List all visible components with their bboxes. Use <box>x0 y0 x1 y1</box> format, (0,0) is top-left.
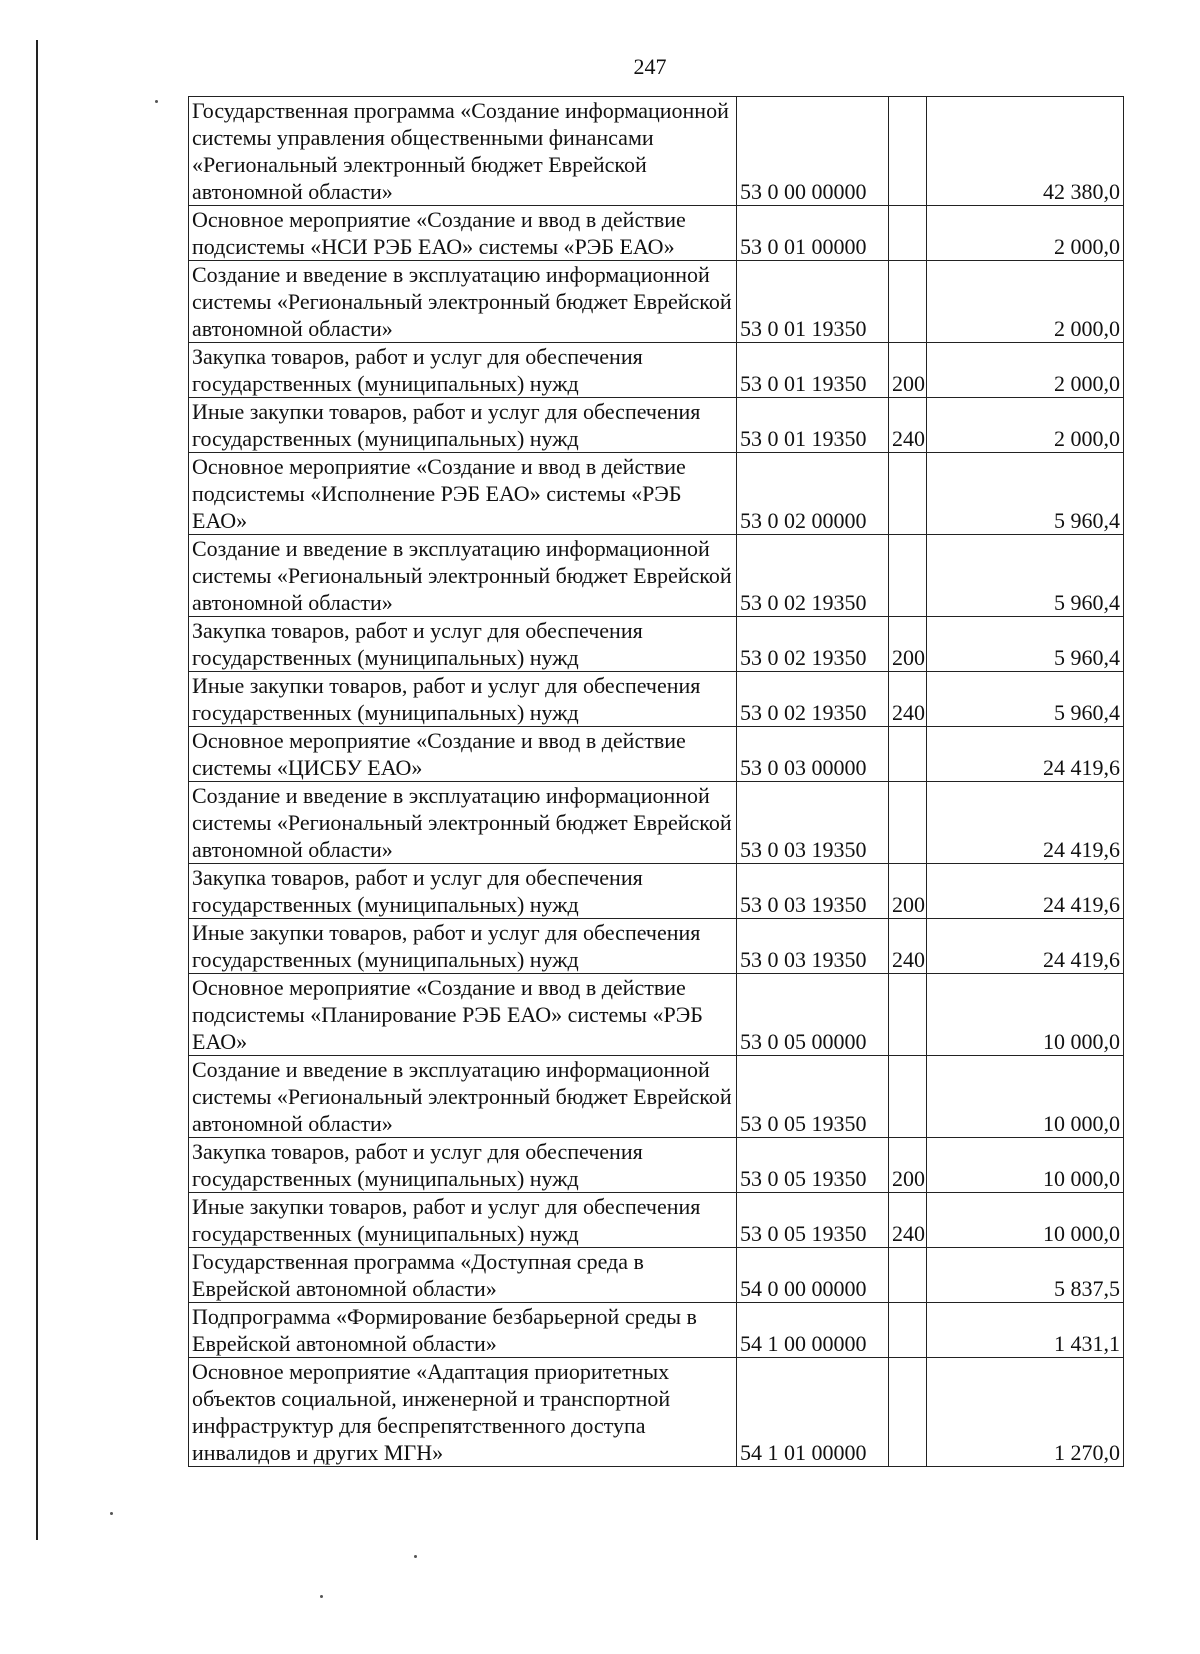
row-amount-cell: 10 000,0 <box>927 1193 1124 1248</box>
row-amount-cell: 2 000,0 <box>927 343 1124 398</box>
row-amount-cell: 24 419,6 <box>927 727 1124 782</box>
row-expense-type-cell: 240 <box>889 672 927 727</box>
row-expense-type-cell <box>889 1358 927 1467</box>
row-name-cell: Иные закупки товаров, работ и услуг для обеспечения государственных (муниципальных) нужд <box>189 398 737 453</box>
row-expense-type-cell <box>889 1303 927 1358</box>
table-row <box>189 919 1124 974</box>
row-amount-cell: 5 960,4 <box>927 672 1124 727</box>
row-code-cell: 53 0 05 19350 <box>737 1056 889 1138</box>
scan-speck <box>155 100 158 103</box>
table-row <box>189 261 1124 343</box>
row-amount-cell: 2 000,0 <box>927 206 1124 261</box>
row-name-cell: Основное мероприятие «Создание и ввод в действие подсистемы «Планирование РЭБ ЕАО» системы «РЭБ ЕАО» <box>189 974 737 1056</box>
row-code-cell: 53 0 05 00000 <box>737 974 889 1056</box>
row-name-cell: Основное мероприятие «Создание и ввод в действие подсистемы «НСИ РЭБ ЕАО» системы «РЭБ ЕАО» <box>189 206 737 261</box>
row-name-cell: Основное мероприятие «Адаптация приоритетных объектов социальной, инженерной и транспортной инфраструктур для беспрепятственного доступа инвалидов и других МГН» <box>189 1358 737 1467</box>
row-expense-type-cell <box>889 535 927 617</box>
row-amount-cell: 1 270,0 <box>927 1358 1124 1467</box>
row-name-cell: Иные закупки товаров, работ и услуг для обеспечения государственных (муниципальных) нужд <box>189 1193 737 1248</box>
row-expense-type-cell <box>889 261 927 343</box>
table-row <box>189 617 1124 672</box>
row-expense-type-cell <box>889 1248 927 1303</box>
row-code-cell: 53 0 03 00000 <box>737 727 889 782</box>
table-row <box>189 782 1124 864</box>
table-row <box>189 864 1124 919</box>
row-name-cell: Закупка товаров, работ и услуг для обеспечения государственных (муниципальных) нужд <box>189 864 737 919</box>
row-code-cell: 53 0 01 19350 <box>737 398 889 453</box>
row-amount-cell: 42 380,0 <box>927 97 1124 206</box>
row-amount-cell: 24 419,6 <box>927 782 1124 864</box>
row-code-cell: 53 0 05 19350 <box>737 1138 889 1193</box>
row-code-cell: 53 0 02 19350 <box>737 672 889 727</box>
row-code-cell: 53 0 01 19350 <box>737 343 889 398</box>
row-amount-cell: 10 000,0 <box>927 1056 1124 1138</box>
table-row <box>189 343 1124 398</box>
row-code-cell: 53 0 02 00000 <box>737 453 889 535</box>
row-amount-cell: 5 960,4 <box>927 453 1124 535</box>
table-row <box>189 672 1124 727</box>
row-expense-type-cell: 200 <box>889 864 927 919</box>
row-name-cell: Государственная программа «Создание информационной системы управления общественными финансами «Региональный электронный бюджет Еврейской автономной области» <box>189 97 737 206</box>
table-row <box>189 1358 1124 1467</box>
row-name-cell: Закупка товаров, работ и услуг для обеспечения государственных (муниципальных) нужд <box>189 617 737 672</box>
table-row <box>189 453 1124 535</box>
row-amount-cell: 2 000,0 <box>927 261 1124 343</box>
row-expense-type-cell: 200 <box>889 343 927 398</box>
scan-speck <box>110 1512 113 1515</box>
row-name-cell: Иные закупки товаров, работ и услуг для обеспечения государственных (муниципальных) нужд <box>189 919 737 974</box>
row-name-cell: Создание и введение в эксплуатацию информационной системы «Региональный электронный бюджет Еврейской автономной области» <box>189 1056 737 1138</box>
scan-speck <box>414 1555 417 1558</box>
row-expense-type-cell: 200 <box>889 1138 927 1193</box>
row-expense-type-cell <box>889 453 927 535</box>
table-row <box>189 727 1124 782</box>
row-expense-type-cell: 200 <box>889 617 927 672</box>
table-row <box>189 398 1124 453</box>
row-name-cell: Создание и введение в эксплуатацию информационной системы «Региональный электронный бюджет Еврейской автономной области» <box>189 782 737 864</box>
row-amount-cell: 1 431,1 <box>927 1303 1124 1358</box>
scan-speck <box>320 1595 323 1598</box>
row-amount-cell: 5 960,4 <box>927 535 1124 617</box>
table-row <box>189 206 1124 261</box>
row-code-cell: 54 1 00 00000 <box>737 1303 889 1358</box>
row-expense-type-cell <box>889 727 927 782</box>
budget-table-body <box>189 97 1124 1467</box>
row-amount-cell: 24 419,6 <box>927 864 1124 919</box>
row-expense-type-cell: 240 <box>889 1193 927 1248</box>
row-name-cell: Основное мероприятие «Создание и ввод в действие подсистемы «Исполнение РЭБ ЕАО» системы «РЭБ ЕАО» <box>189 453 737 535</box>
row-code-cell: 53 0 02 19350 <box>737 617 889 672</box>
row-name-cell: Иные закупки товаров, работ и услуг для обеспечения государственных (муниципальных) нужд <box>189 672 737 727</box>
row-code-cell: 53 0 03 19350 <box>737 782 889 864</box>
row-name-cell: Подпрограмма «Формирование безбарьерной среды в Еврейской автономной области» <box>189 1303 737 1358</box>
row-expense-type-cell <box>889 97 927 206</box>
row-expense-type-cell <box>889 206 927 261</box>
table-row <box>189 1248 1124 1303</box>
row-amount-cell: 10 000,0 <box>927 974 1124 1056</box>
table-row <box>189 1138 1124 1193</box>
row-code-cell: 54 0 00 00000 <box>737 1248 889 1303</box>
row-expense-type-cell <box>889 782 927 864</box>
row-name-cell: Создание и введение в эксплуатацию информационной системы «Региональный электронный бюджет Еврейской автономной области» <box>189 261 737 343</box>
row-expense-type-cell: 240 <box>889 398 927 453</box>
page-number: 247 <box>633 54 667 79</box>
row-amount-cell: 2 000,0 <box>927 398 1124 453</box>
row-amount-cell: 5 837,5 <box>927 1248 1124 1303</box>
row-name-cell: Закупка товаров, работ и услуг для обеспечения государственных (муниципальных) нужд <box>189 1138 737 1193</box>
row-code-cell: 53 0 03 19350 <box>737 919 889 974</box>
left-margin-line <box>36 40 38 1540</box>
table-row <box>189 1193 1124 1248</box>
table-row <box>189 535 1124 617</box>
row-code-cell: 53 0 05 19350 <box>737 1193 889 1248</box>
table-row <box>189 974 1124 1056</box>
row-code-cell: 54 1 01 00000 <box>737 1358 889 1467</box>
row-amount-cell: 24 419,6 <box>927 919 1124 974</box>
table-row <box>189 1303 1124 1358</box>
row-name-cell: Основное мероприятие «Создание и ввод в действие системы «ЦИСБУ ЕАО» <box>189 727 737 782</box>
budget-table <box>188 96 1124 1467</box>
table-row <box>189 97 1124 206</box>
row-code-cell: 53 0 00 00000 <box>737 97 889 206</box>
row-name-cell: Создание и введение в эксплуатацию информационной системы «Региональный электронный бюджет Еврейской автономной области» <box>189 535 737 617</box>
row-code-cell: 53 0 03 19350 <box>737 864 889 919</box>
row-expense-type-cell <box>889 974 927 1056</box>
row-expense-type-cell <box>889 1056 927 1138</box>
row-code-cell: 53 0 01 19350 <box>737 261 889 343</box>
row-name-cell: Государственная программа «Доступная среда в Еврейской автономной области» <box>189 1248 737 1303</box>
row-code-cell: 53 0 01 00000 <box>737 206 889 261</box>
table-row <box>189 1056 1124 1138</box>
row-amount-cell: 5 960,4 <box>927 617 1124 672</box>
row-code-cell: 53 0 02 19350 <box>737 535 889 617</box>
row-name-cell: Закупка товаров, работ и услуг для обеспечения государственных (муниципальных) нужд <box>189 343 737 398</box>
row-expense-type-cell: 240 <box>889 919 927 974</box>
row-amount-cell: 10 000,0 <box>927 1138 1124 1193</box>
